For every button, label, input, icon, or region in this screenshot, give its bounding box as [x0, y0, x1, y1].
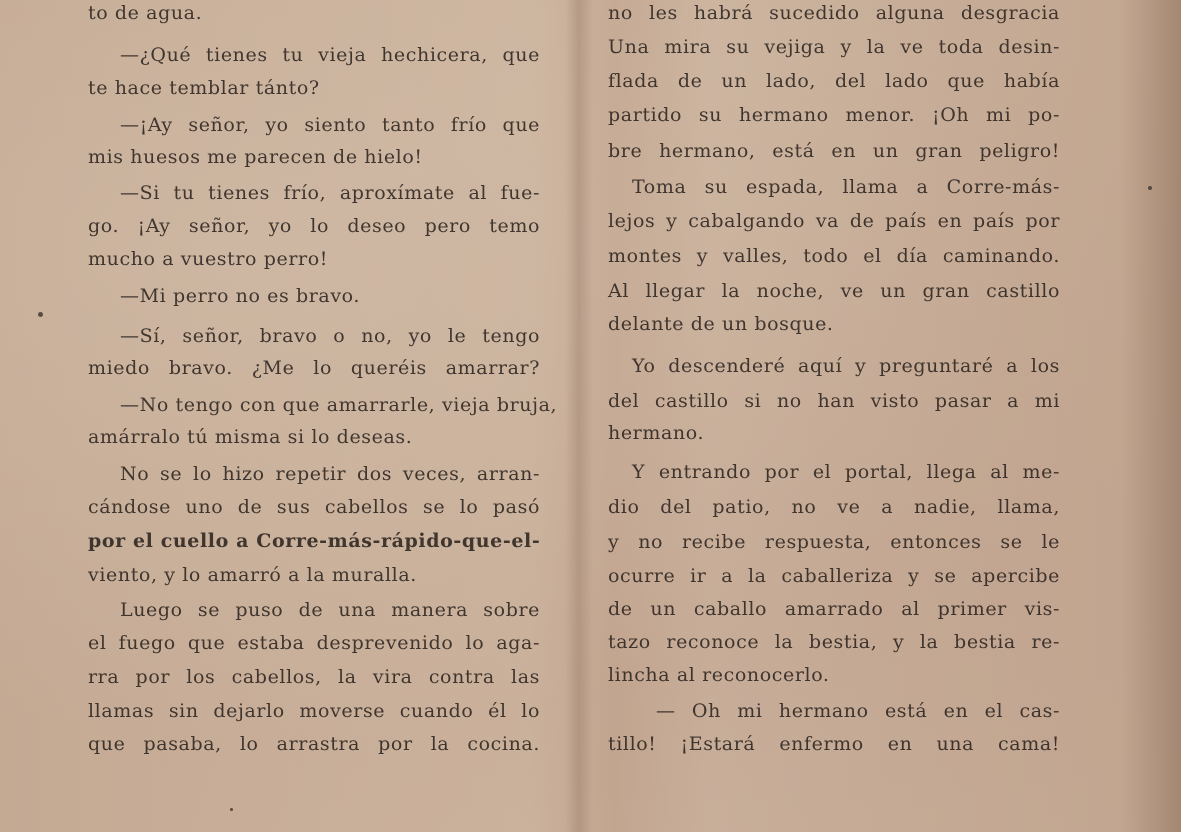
left-line: llamas sin dejarlo moverse cuando él lo	[88, 700, 540, 722]
right-line: Toma su espada, llama a Corre-más-	[632, 176, 1060, 198]
left-line: que pasaba, lo arrastra por la cocina.	[88, 733, 540, 755]
page-edge-shadow	[1121, 0, 1181, 832]
paper-speck	[230, 808, 233, 811]
right-line: — Oh mi hermano está en el cas-	[656, 700, 1060, 722]
right-line: hermano.	[608, 422, 705, 444]
left-line: No se lo hizo repetir dos veces, arran-	[120, 463, 540, 485]
left-line: mis huesos me parecen de hielo!	[88, 146, 423, 168]
right-line: lincha al reconocerlo.	[608, 664, 830, 686]
left-line: —Si tu tienes frío, aproxímate al fue-	[120, 182, 540, 204]
left-line: Luego se puso de una manera sobre	[120, 599, 540, 621]
left-line: —No tengo con que amarrarle, vieja bruja,	[120, 394, 558, 416]
right-line: partido su hermano menor. ¡Oh mi po-	[608, 104, 1060, 126]
right-line: dio del patio, no ve a nadie, llama,	[608, 496, 1060, 518]
right-line: Al llegar la noche, ve un gran castillo	[608, 280, 1060, 302]
left-line: viento, y lo amarró a la muralla.	[88, 564, 417, 586]
left-line: —¿Qué tienes tu vieja hechicera, que	[120, 44, 540, 66]
left-line: por el cuello a Corre-más-rápido-que-el-	[88, 530, 541, 552]
right-line: Y entrando por el portal, llega al me-	[632, 461, 1060, 483]
right-line: no les habrá sucedido alguna desgracia	[608, 2, 1060, 24]
right-line: del castillo si no han visto pasar a mi	[608, 390, 1060, 412]
left-line: rra por los cabellos, la vira contra las	[88, 666, 540, 688]
right-line: delante de un bosque.	[608, 313, 834, 335]
page-gutter	[565, 0, 593, 832]
left-line: —Mi perro no es bravo.	[120, 285, 361, 307]
left-line: te hace temblar tánto?	[88, 77, 320, 99]
paper-speck	[1148, 186, 1152, 190]
right-line: ocurre ir a la caballeriza y se apercibe	[608, 565, 1060, 587]
right-line: Una mira su vejiga y la ve toda desin-	[608, 36, 1060, 58]
paper-speck	[38, 312, 43, 317]
left-line: to de agua.	[88, 2, 203, 24]
right-line: tazo reconoce la bestia, y la bestia re-	[608, 631, 1060, 653]
right-line: bre hermano, está en un gran peligro!	[608, 140, 1060, 162]
left-line: cándose uno de sus cabellos se lo pasó	[88, 496, 540, 518]
left-line: amárralo tú misma si lo deseas.	[88, 426, 413, 448]
left-line: —Sí, señor, bravo o no, yo le tengo	[120, 325, 540, 347]
left-line: go. ¡Ay señor, yo lo deseo pero temo	[88, 215, 540, 237]
right-line: montes y valles, todo el día caminando.	[608, 245, 1060, 267]
left-line: —¡Ay señor, yo siento tanto frío que	[120, 114, 540, 136]
right-line: y no recibe respuesta, entonces se le	[608, 531, 1060, 553]
left-line: el fuego que estaba desprevenido lo aga-	[88, 632, 540, 654]
right-line: tillo! ¡Estará enfermo en una cama!	[608, 733, 1060, 755]
left-line: miedo bravo. ¿Me lo queréis amarrar?	[88, 357, 540, 379]
right-line: lejos y cabalgando va de país en país por	[608, 210, 1060, 232]
right-line: Yo descenderé aquí y preguntaré a los	[632, 355, 1060, 377]
left-line: mucho a vuestro perro!	[88, 248, 328, 270]
right-line: flada de un lado, del lado que había	[608, 70, 1060, 92]
right-line: de un caballo amarrado al primer vis-	[608, 598, 1060, 620]
